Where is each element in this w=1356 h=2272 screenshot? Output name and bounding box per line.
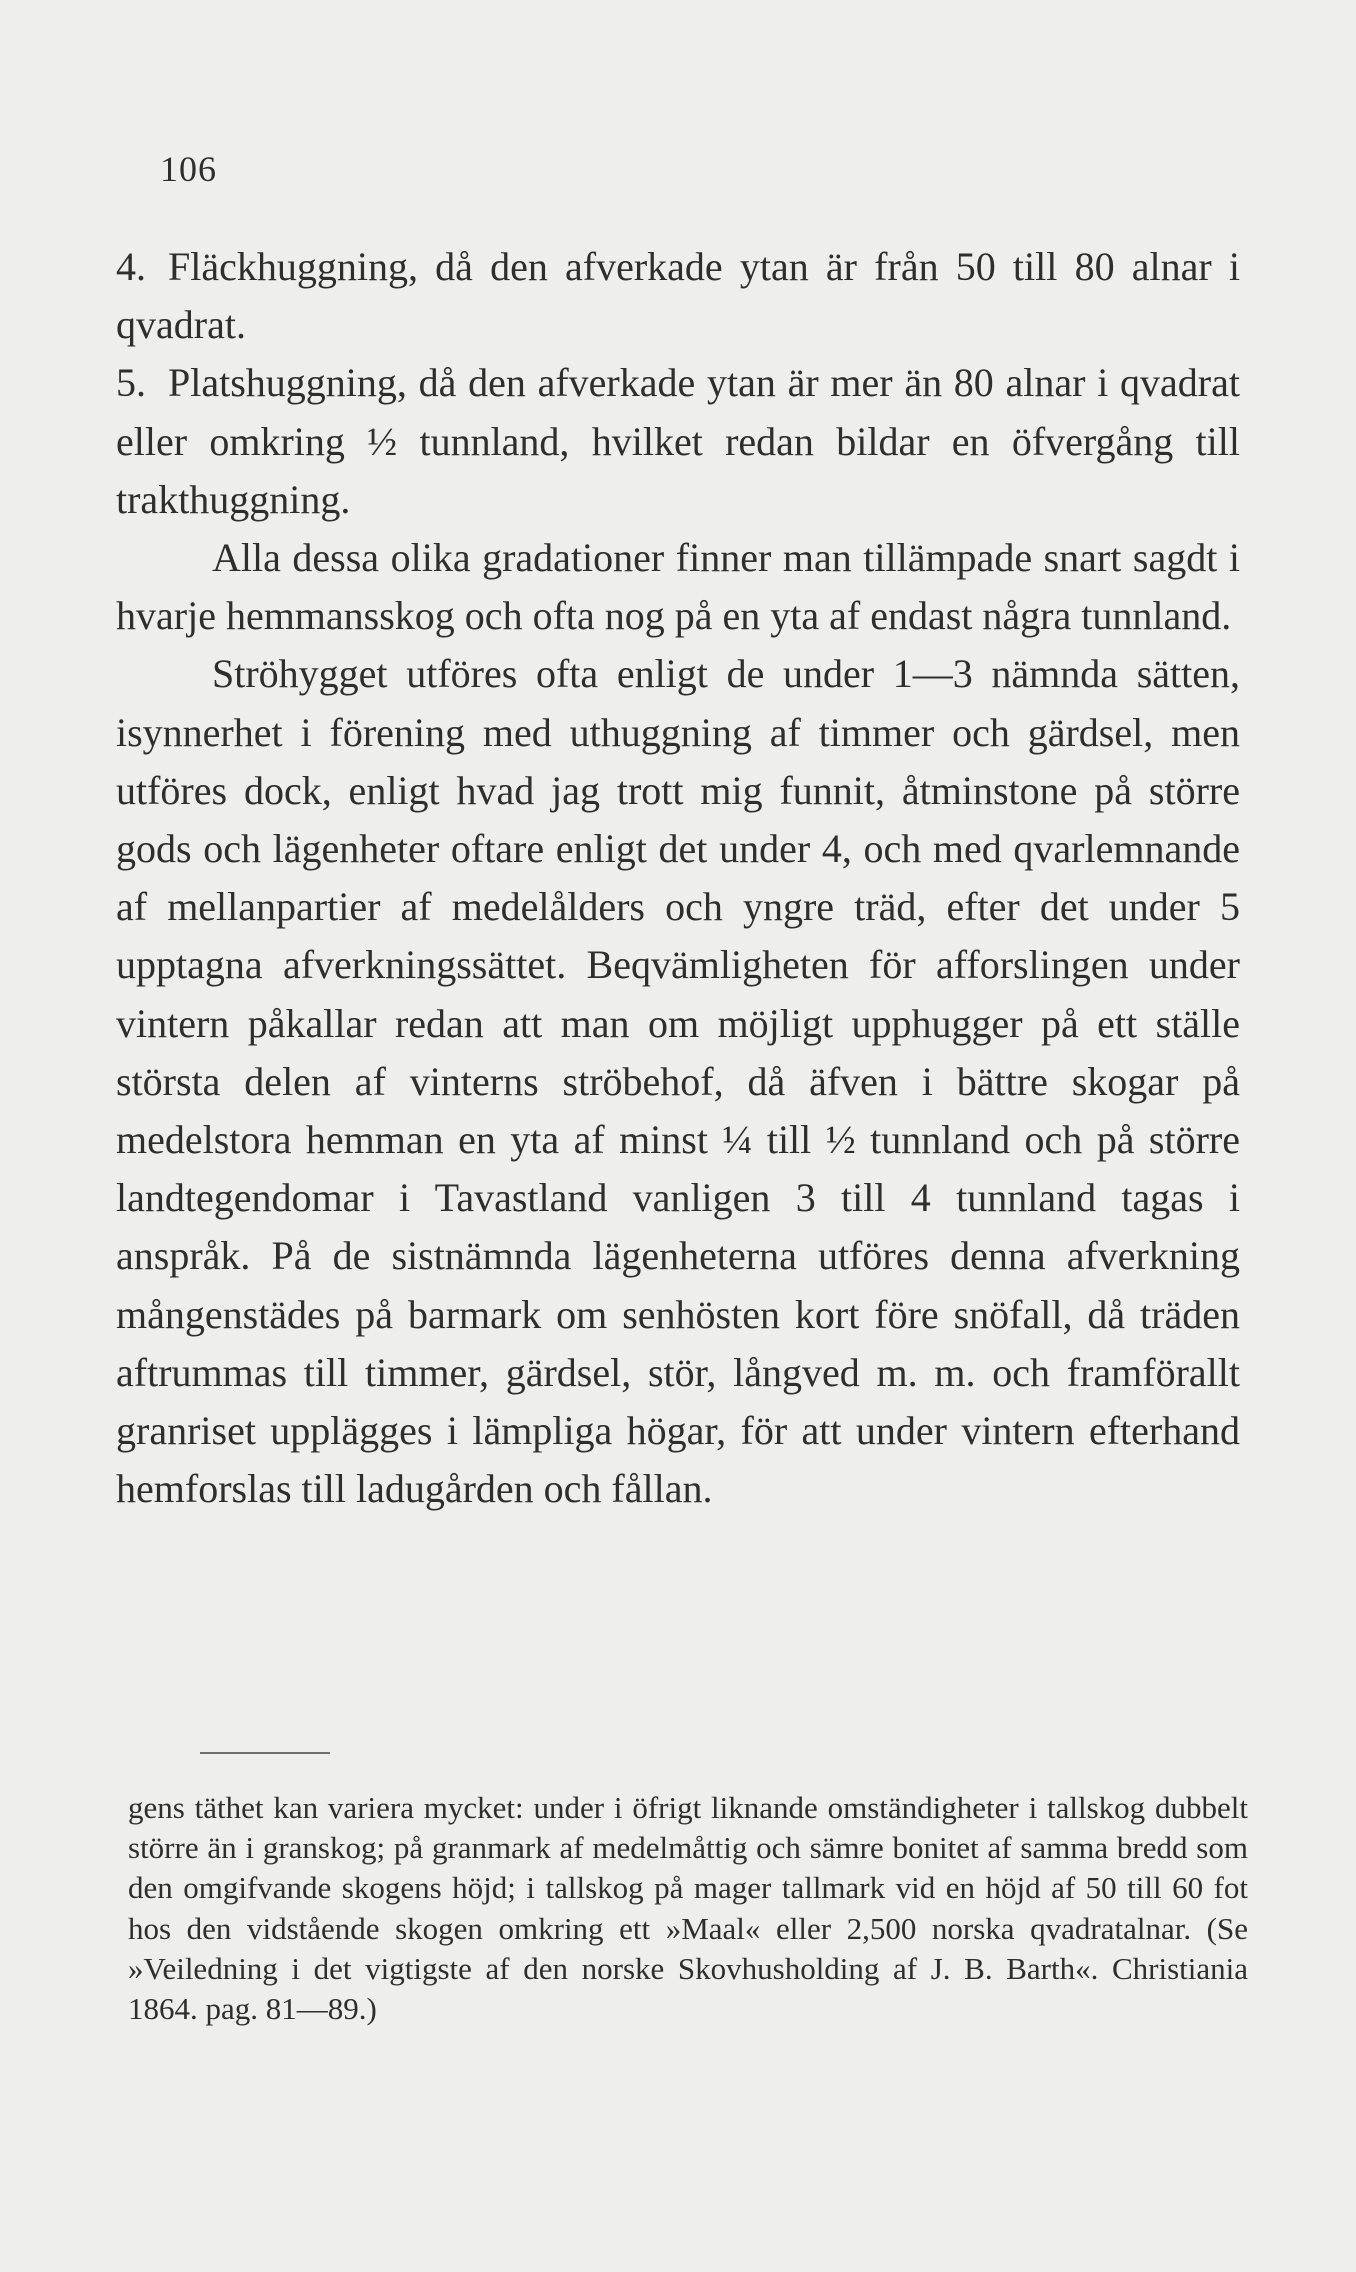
paragraph: Ströhygget utföres ofta enligt de under 1—3 nämnda sätten, isynnerhet i förening med uthuggning af timmer och gärdsel, men utföres dock, enligt hvad jag trott mig funnit, åtminstone på större gods och lägenheter oftare enligt det under 4, och med qvarlemnande af mellanpartier af medelålders och yngre träd, efter det under 5 upptagna afverkningssättet. Beqvämligheten för afforslingen under vintern påkallar redan att man om möjligt upphugger på ett ställe största delen af vinterns ströbehof, då äfven i bättre skogar på medelstora hemman en yta af minst ¼ till ½ tunnland och på större landtegendomar i Tavastland vanligen 3 till 4 tunnland tagas i anspråk. På de sistnämnda lägenheterna utföres denna afverkning mångenstädes på barmark om senhösten kort före snöfall, då träden aftrummas till timmer, gärdsel, stör, långved m. m. och framförallt granriset upplägges i lämpliga högar, för att under vintern efterhand hemforslas till ladugården och fållan.	[116, 651, 1240, 1512]
page-number: 106	[160, 149, 217, 189]
list-item-number: 4.	[116, 244, 146, 289]
body-text	[116, 238, 1240, 1518]
list-item-4	[116, 238, 1240, 354]
paragraph: Alla dessa olika gradationer finner man tillämpade snart sagdt i hvarje hemmansskog och ofta nog på en yta af endast några tunnland.	[116, 535, 1240, 639]
list-item-5	[116, 354, 1240, 529]
list-item-number: 5.	[116, 360, 146, 406]
list-item-text: Fläckhuggning, då den afverkade ytan är från 50 till 80 alnar i qvadrat.	[116, 244, 1240, 348]
footnote-divider	[200, 1752, 330, 1754]
footnote: gens täthet kan variera mycket: under i öfrigt liknande omständigheter i tallskog dubbelt större än i granskog; på granmark af medelmåttig och sämre bonitet af samma bredd som den omgifvande skogens höjd; i tallskog på mager tallmark vid en höjd af 50 till 60 fot hos den vidstående skogen omkring ett »Maal« eller 2,500 norska qvadratalnar. (Se »Veiledning i det vigtigste af den norske Skovhusholding af J. B. Barth«. Christiania 1864. pag. 81—89.)	[128, 1790, 1248, 2027]
list-item-text: Platshuggning, då den afverkade ytan är mer än 80 alnar i qvadrat eller omkring ½ tunnland, hvilket redan bildar en öfvergång till trakthuggning.	[116, 360, 1240, 522]
